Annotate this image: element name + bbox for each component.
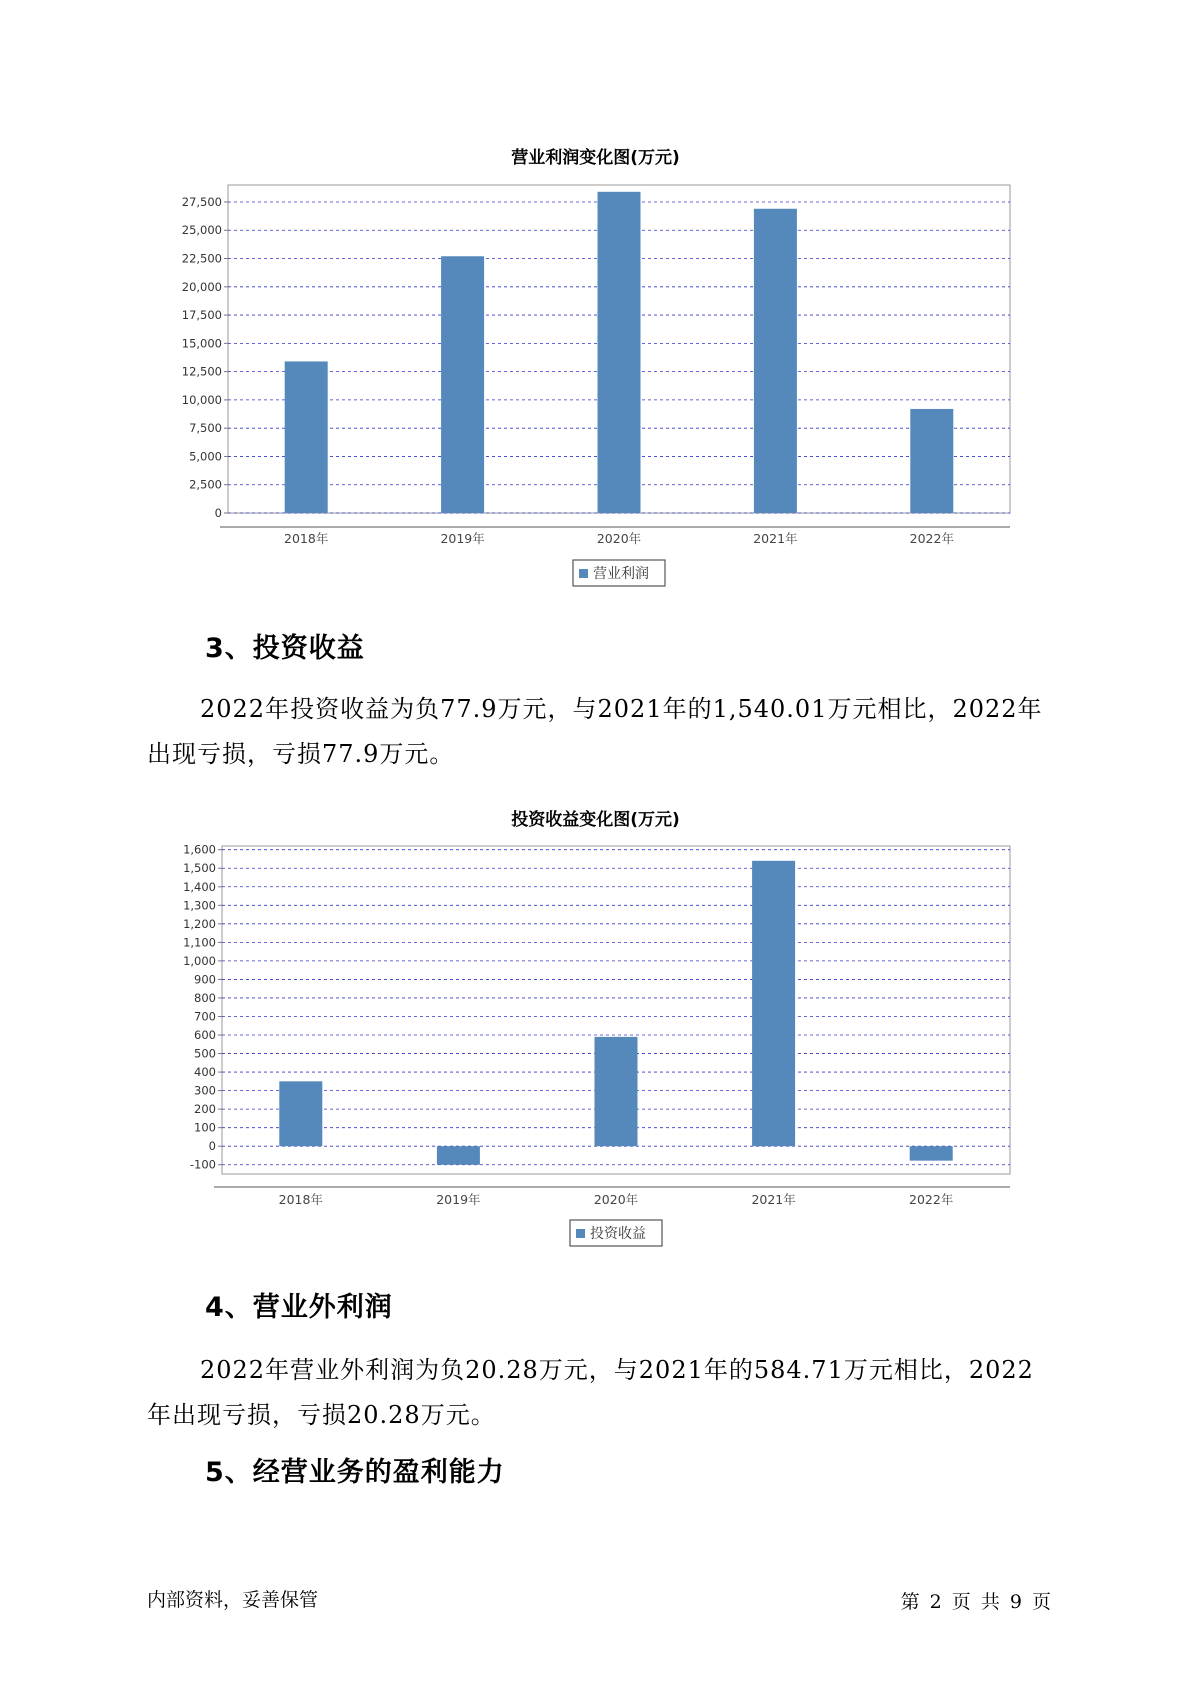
y-tick-label: 17,500 [181,308,222,323]
y-tick-label: 22,500 [181,251,222,266]
profitability-heading: 5、经营业务的盈利能力 [205,1457,505,1488]
nonop-paragraph: 2022年营业外利润为负20.28万元，与2021年的584.71万元相比，2022年出现亏损，亏损20.28万元。 [147,1356,1034,1429]
x-tick-label: 2022年 [909,1192,954,1207]
x-tick-label: 2018年 [278,1192,323,1207]
y-tick-label: 10,000 [181,392,222,407]
bar [285,361,328,513]
bar [910,1146,953,1160]
bar [595,1037,638,1146]
y-tick-label: 500 [194,1046,216,1061]
x-tick-label: 2019年 [436,1192,481,1207]
x-tick-label: 2021年 [753,531,798,546]
y-tick-label: 400 [194,1065,216,1080]
y-tick-label: -100 [189,1157,216,1172]
y-tick-label: 2,500 [189,477,222,492]
legend-swatch [576,1229,585,1238]
y-tick-label: 20,000 [181,279,222,294]
y-tick-label: 0 [214,506,222,520]
x-tick-label: 2022年 [909,531,954,546]
x-tick-label: 2020年 [596,531,642,546]
operating-profit-chart [0,170,1191,620]
y-tick-label: 200 [194,1102,216,1117]
chart2-title: 投资收益变化图(万元) [511,810,680,830]
y-tick-label: 1,500 [183,861,216,876]
y-tick-label: 27,500 [181,194,222,209]
y-tick-label: 300 [194,1083,216,1098]
y-tick-label: 0 [208,1139,216,1154]
x-tick-label: 2020年 [593,1192,639,1207]
y-tick-label: 800 [194,990,216,1005]
y-tick-label: 1,600 [183,842,216,857]
y-tick-label: 15,000 [181,336,222,351]
y-tick-label: 1,000 [183,953,216,968]
footer-confidential: 内部资料，妥善保管 [147,1589,319,1611]
bar [598,192,641,513]
bar [441,256,484,513]
y-tick-label: 100 [194,1120,216,1135]
investment-paragraph: 2022年投资收益为负77.9万元，与2021年的1,540.01万元相比，2022年出现亏损，亏损77.9万元。 [147,695,1043,768]
y-tick-label: 25,000 [181,223,222,238]
legend-swatch [579,569,588,578]
bar [437,1146,480,1165]
investment-income-chart [0,835,1191,1255]
y-tick-label: 7,500 [189,421,222,436]
legend-label: 投资收益 [590,1226,646,1242]
nonop-heading: 4、营业外利润 [205,1292,393,1323]
chart1-title: 营业利润变化图(万元) [511,148,680,168]
bar [279,1081,322,1146]
y-tick-label: 1,100 [183,935,216,950]
y-tick-label: 900 [194,972,216,987]
x-tick-label: 2019年 [440,531,485,546]
bar [754,209,797,513]
y-tick-label: 1,200 [183,916,216,931]
x-tick-label: 2018年 [284,531,329,546]
x-tick-label: 2021年 [751,1192,796,1207]
investment-heading: 3、投资收益 [205,633,365,664]
y-tick-label: 1,400 [183,879,216,894]
y-tick-label: 12,500 [181,364,222,379]
y-tick-label: 600 [194,1028,216,1043]
y-tick-label: 5,000 [189,449,222,464]
legend-label: 营业利润 [593,566,649,582]
bar [752,861,795,1146]
footer-page-number: 第 2 页 共 9 页 [900,1591,1051,1613]
y-tick-label: 1,300 [183,898,216,913]
y-tick-label: 700 [194,1009,216,1024]
bar [910,409,953,513]
